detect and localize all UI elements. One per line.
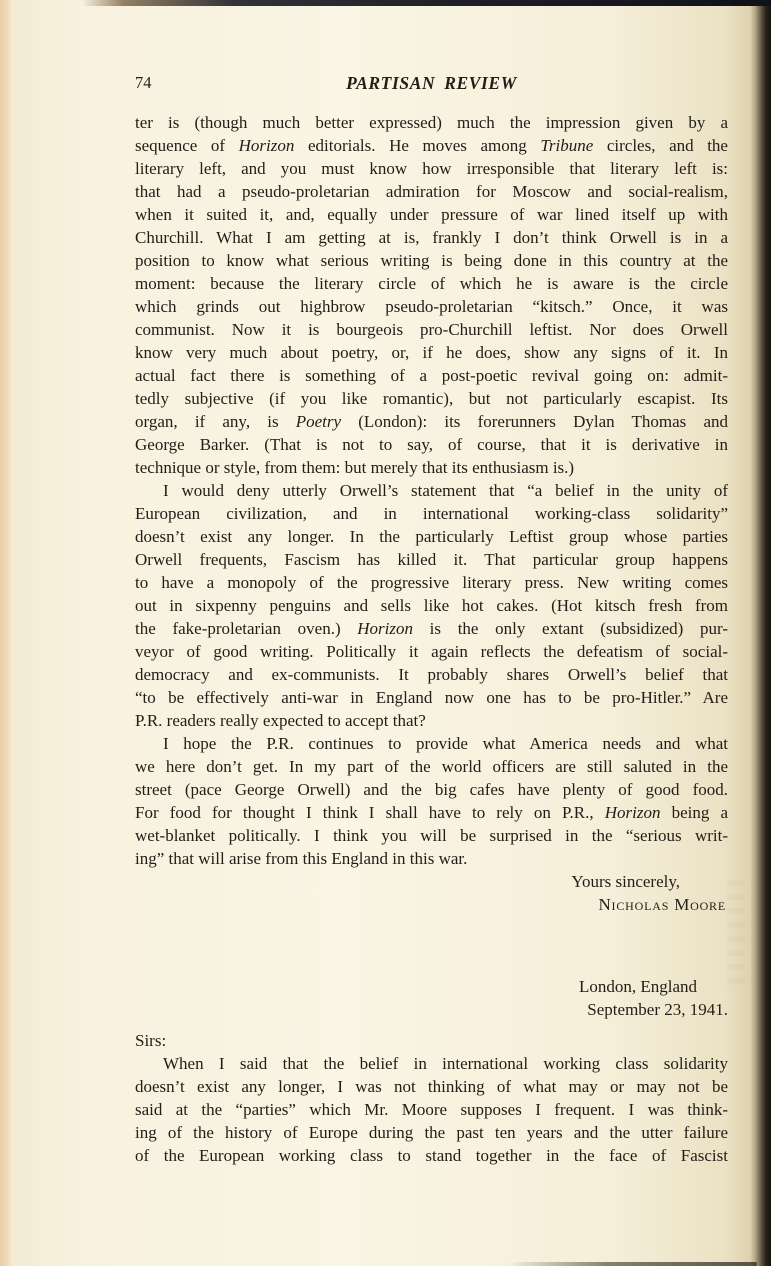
text-line: when it suited it, and, equally under pressure of war lined itself up with — [135, 205, 728, 224]
page-number: 74 — [135, 73, 152, 92]
text-line: street (pace George Orwell) and the big cafes have plenty of good food. — [135, 780, 728, 799]
text-line: veyor of good writing. Politically it again reflects the defeatism of social- — [135, 642, 728, 661]
text-line: When I said that the belief in international working class solidarity — [163, 1054, 728, 1073]
page-header — [135, 73, 728, 93]
text-line: doesn’t exist any longer, I was not thinking of what may or may not be — [135, 1077, 728, 1096]
text-line: that had a pseudo-proletarian admiration for Moscow and social-realism, — [135, 182, 728, 201]
text-line: which grinds out highbrow pseudo-proletarian “kitsch.” Once, it was — [135, 297, 728, 316]
text-line: George Barker. (That is not to say, of course, that it is derivative in — [135, 435, 728, 454]
text-line: ing” that will arise from this England in this war. — [135, 849, 468, 868]
text-line: the fake-proletarian oven.) Horizon is the only extant (subsidized) pur- — [135, 619, 728, 638]
letter-dateline-block — [135, 975, 728, 1021]
text-line: Churchill. What I am getting at is, frankly I don’t think Orwell is in a — [135, 228, 728, 247]
paragraph — [135, 479, 728, 732]
text-line: sequence of Horizon editorials. He moves among Tribune circles, and the — [135, 136, 728, 155]
text-line: position to know what serious writing is being done in this country at the — [135, 251, 728, 270]
letter-closing-block — [135, 870, 728, 916]
text-line: communist. Now it is bourgeois pro-Churchill leftist. Nor does Orwell — [135, 320, 728, 339]
text-line: For food for thought I think I shall have to rely on P.R., Horizon being a — [135, 803, 728, 822]
scan-smudge — [727, 880, 745, 990]
letter-reply-body — [135, 1052, 728, 1167]
letter-date: September 23, 1941. — [587, 1000, 728, 1019]
text-line: literary left, and you must know how irresponsible that literary left is: — [135, 159, 728, 178]
page-right-edge — [750, 0, 771, 1266]
page-left-edge — [0, 0, 12, 1266]
letter-place: London, England — [578, 977, 697, 996]
text-line: Orwell frequents, Fascism has killed it. That particular group happens — [135, 550, 728, 569]
text-line: actual fact there is something of a post-poetic revival going on: admit- — [135, 366, 728, 385]
text-line: P.R. readers really expected to accept that? — [135, 711, 426, 730]
text-line: of the European working class to stand together in the face of Fascist — [135, 1146, 728, 1165]
paragraph — [135, 111, 728, 479]
text-line: moment: because the literary circle of which he is aware is the circle — [135, 274, 728, 293]
text-line: ter is (though much better expressed) much the impression given by a — [135, 113, 728, 132]
page-content — [135, 0, 728, 1167]
text-line: know very much about poetry, or, if he does, show any signs of it. In — [135, 343, 728, 362]
letter-moore-body — [135, 111, 728, 870]
text-line: doesn’t exist any longer. In the particularly Leftist group whose parties — [135, 527, 728, 546]
journal-title: PARTISAN REVIEW — [346, 73, 517, 93]
text-line: wet-blanket politically. I think you will be surprised in the “serious writ- — [135, 826, 728, 845]
text-line: said at the “parties” which Mr. Moore supposes I frequent. I was think- — [135, 1100, 728, 1119]
text-line: European civilization, and in international working-class solidarity” — [135, 504, 728, 523]
text-line: organ, if any, is Poetry (London): its forerunners Dylan Thomas and — [135, 412, 728, 431]
text-line: “to be effectively anti-war in England now one has to be pro-Hitler.” Are — [135, 688, 728, 707]
text-line: to have a monopoly of the progressive literary press. New writing comes — [135, 573, 728, 592]
text-line: tedly subjective (if you like romantic), but not particularly escapist. Its — [135, 389, 728, 408]
text-line: technique or style, from them: but merely that its enthusiasm is.) — [135, 458, 575, 477]
signature-name: Nicholas Moore — [598, 895, 726, 914]
page-bottom-edge — [507, 1262, 757, 1266]
text-line: democracy and ex-communists. It probably shares Orwell’s belief that — [135, 665, 728, 684]
text-line: I hope the P.R. continues to provide what America needs and what — [163, 734, 728, 753]
letter-salutation: Sirs: — [135, 1031, 167, 1050]
text-line: ing of the history of Europe during the past ten years and the utter failure — [135, 1123, 728, 1142]
closing-line: Yours sincerely, — [571, 872, 680, 891]
text-line: I would deny utterly Orwell’s statement that “a belief in the unity of — [163, 481, 728, 500]
paragraph — [135, 732, 728, 870]
paragraph — [135, 1052, 728, 1167]
text-line: we here don’t get. In my part of the world officers are still saluted in the — [135, 757, 728, 776]
text-line: out in sixpenny penguins and sells like hot cakes. (Hot kitsch fresh from — [135, 596, 728, 615]
